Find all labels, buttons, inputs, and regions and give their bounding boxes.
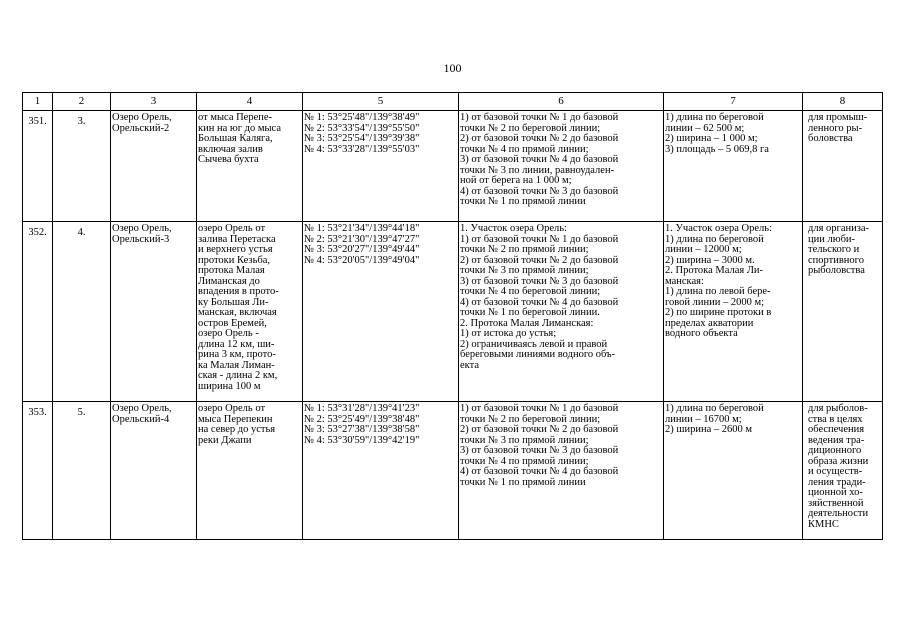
usage-purpose	[803, 222, 883, 402]
text-line: манская:	[665, 275, 704, 287]
text-line: Озеро Орель,	[112, 403, 172, 414]
text-line: 2. Протока Малая Ли-	[665, 265, 764, 276]
text-line: 1) длина по левой бере-	[665, 286, 771, 297]
area-location	[197, 111, 303, 222]
text-line: водного объекта	[665, 328, 738, 339]
boundary-description	[459, 111, 664, 222]
text-line: № 2: 53°21'30"/139°47'27"	[304, 233, 420, 245]
text-line: № 4: 53°20'05"/139°49'04"	[304, 254, 420, 266]
text-line: точки № 4 по прямой линии;	[460, 143, 589, 155]
text-line: точки № 4 по береговой линии;	[460, 286, 601, 297]
text-line: береговыми линиями водного объ-	[460, 349, 616, 360]
text-line: КМНС	[808, 518, 839, 530]
text-line: точки № 2 по прямой линии;	[460, 244, 589, 255]
column-header: 2	[53, 93, 111, 111]
text-line: рина 3 км, прото-	[198, 349, 276, 360]
text-line: точки № 2 по береговой линии;	[460, 413, 601, 425]
table-row	[23, 222, 883, 402]
text-line: 2. Протока Малая Лиманская:	[460, 317, 594, 329]
text-line: включая залив	[198, 143, 263, 155]
text-line: кин на юг до мыса	[198, 122, 282, 134]
text-line: Орельский-3	[112, 233, 170, 245]
text-line: обеспечения	[808, 424, 865, 435]
text-line: 2) ограничиваясь левой и правой	[460, 338, 608, 350]
text-line: озеро Орель от	[198, 223, 266, 234]
area-location	[197, 402, 303, 540]
text-line: ления тради-	[808, 476, 866, 488]
text-line: 1) от базовой точки № 1 до базовой	[460, 112, 619, 123]
text-line: от мыса Перепе-	[198, 112, 273, 123]
text-line: 1) длина по береговой	[665, 233, 764, 245]
row-number: 351.	[23, 111, 53, 222]
text-line: ной от берега на 1 000 м;	[460, 175, 572, 186]
base-point-coordinates	[303, 222, 459, 402]
column-header: 3	[111, 93, 197, 111]
area-location	[197, 222, 303, 402]
text-line: Орельский-4	[112, 413, 170, 425]
text-line: Орельский-2	[112, 122, 170, 134]
text-line: озеро Орель -	[198, 328, 259, 339]
area-dimensions	[664, 222, 803, 402]
text-line: № 4: 53°33'28"/139°55'03"	[304, 143, 420, 155]
text-line: 2) ширина – 1 000 м;	[665, 133, 758, 144]
text-line: 3) от базовой точки № 4 до базовой	[460, 154, 619, 165]
text-line: озеро Орель от	[198, 403, 266, 414]
table-row	[23, 111, 883, 222]
fishing-areas-table	[22, 92, 883, 540]
boundary-description	[459, 402, 664, 540]
text-line: 1) длина по береговой	[665, 112, 764, 123]
column-header: 4	[197, 93, 303, 111]
sub-number: 3.	[53, 111, 111, 222]
text-line: и осуществ-	[808, 466, 863, 477]
area-dimensions	[664, 402, 803, 540]
text-line: длина 12 км, ши-	[198, 338, 275, 350]
text-line: № 2: 53°25'49"/139°38'48"	[304, 413, 420, 425]
text-line: на север до устья	[198, 424, 276, 435]
text-line: говой линии – 2000 м;	[665, 296, 765, 308]
text-line: для промыш-	[808, 112, 868, 123]
text-line: остров Еремей,	[198, 317, 267, 329]
text-line: № 2: 53°33'54"/139°55'50"	[304, 122, 420, 134]
text-line: Большая Калягa,	[198, 133, 273, 144]
sub-number: 4.	[53, 222, 111, 402]
text-line: № 4: 53°30'59"/139°42'19"	[304, 434, 420, 446]
text-line: 1) от истока до устья;	[460, 328, 557, 339]
text-line: № 3: 53°25'54"/139°39'38"	[304, 133, 420, 144]
text-line: манская, включая	[198, 307, 277, 318]
column-header: 6	[459, 93, 664, 111]
column-header: 7	[664, 93, 803, 111]
usage-purpose	[803, 402, 883, 540]
text-line: № 3: 53°27'38"/139°38'58"	[304, 424, 420, 435]
page-number: 100	[443, 61, 462, 75]
table-row	[23, 402, 883, 540]
text-line: образа жизни	[808, 455, 869, 467]
header-row	[23, 93, 883, 111]
column-header: 8	[803, 93, 883, 111]
base-point-coordinates	[303, 111, 459, 222]
text-line: екта	[460, 359, 480, 371]
text-line: ции люби-	[808, 233, 856, 245]
text-line: реки Джапи	[198, 434, 252, 446]
text-line: 2) ширина – 2600 м	[665, 424, 752, 435]
text-line: для рыболов-	[808, 403, 868, 414]
text-line: № 1: 53°25'48"/139°38'49"	[304, 112, 420, 123]
text-line: 2) от базовой точки № 2 до базовой	[460, 254, 619, 266]
base-point-coordinates	[303, 402, 459, 540]
text-line: 2) по ширине протоки в	[665, 307, 772, 318]
text-line: 1) от базовой точки № 1 до базовой	[460, 233, 619, 245]
text-line: точки № 1 по береговой линии.	[460, 307, 600, 318]
text-line: точки № 3 по линии, равноудален-	[460, 164, 615, 176]
text-line: 2) ширина – 3000 м.	[665, 254, 755, 266]
text-line: линии – 12000 м;	[665, 244, 742, 255]
text-line: № 1: 53°21'34"/139°44'18"	[304, 223, 420, 234]
text-line: и верхнего устья	[198, 244, 273, 255]
text-line: линии – 62 500 м;	[665, 122, 745, 134]
text-line: 1) от базовой точки № 1 до базовой	[460, 403, 619, 414]
text-line: пределах акватории	[665, 317, 754, 329]
text-line: впадения в прото-	[198, 286, 279, 297]
text-line: Лиманская до	[198, 275, 260, 287]
text-line: ская - длина 2 км,	[198, 370, 278, 381]
text-line: 3) от базовой точки № 3 до базовой	[460, 445, 619, 456]
text-line: спортивного	[808, 254, 864, 266]
water-body-name	[111, 222, 197, 402]
text-line: ширина 100 м	[198, 380, 261, 392]
text-line: 2) от базовой точки № 2 до базовой	[460, 133, 619, 144]
row-number: 353.	[23, 402, 53, 540]
column-header: 5	[303, 93, 459, 111]
text-line: боловства	[808, 133, 853, 144]
text-line: тельского и	[808, 244, 860, 255]
text-line: протоки Кезьба,	[198, 254, 270, 266]
text-line: точки № 1 по прямой линии	[460, 476, 586, 488]
text-line: ства в целях	[808, 413, 863, 425]
text-line: для организа-	[808, 223, 870, 234]
text-line: № 3: 53°20'27"/139°49'44"	[304, 244, 420, 255]
text-line: 1) длина по береговой	[665, 403, 764, 414]
text-line: точки № 3 по прямой линии;	[460, 265, 589, 276]
text-line: Озеро Орель,	[112, 223, 172, 234]
text-line: Сычева бухта	[198, 154, 259, 165]
text-line: Озеро Орель,	[112, 112, 172, 123]
text-line: ка Малая Лиман-	[198, 359, 275, 371]
text-line: диционного	[808, 445, 862, 456]
text-line: ку Большая Ли-	[198, 296, 269, 308]
text-line: мыса Перепекин	[198, 413, 273, 425]
text-line: 1. Участок озера Орель:	[665, 223, 772, 234]
text-line: 3) от базовой точки № 3 до базовой	[460, 275, 619, 287]
text-line: ведения тра-	[808, 434, 865, 446]
row-number: 352.	[23, 222, 53, 402]
usage-purpose	[803, 111, 883, 222]
text-line: линии – 16700 м;	[665, 413, 742, 425]
text-line: рыболовства	[808, 265, 865, 276]
text-line: точки № 3 по прямой линии;	[460, 434, 589, 446]
text-line: 4) от базовой точки № 4 до базовой	[460, 296, 619, 308]
text-line: ционной хо-	[808, 487, 863, 498]
text-line: № 1: 53°31'28"/139°41'23"	[304, 403, 420, 414]
text-line: ленного ры-	[808, 122, 863, 134]
text-line: точки № 2 по береговой линии;	[460, 122, 601, 134]
area-dimensions	[664, 111, 803, 222]
sub-number: 5.	[53, 402, 111, 540]
text-line: точки № 4 по прямой линии;	[460, 455, 589, 467]
text-line: 1. Участок озера Орель:	[460, 223, 567, 234]
text-line: 4) от базовой точки № 4 до базовой	[460, 466, 619, 477]
text-line: точки № 1 по прямой линии	[460, 196, 586, 207]
text-line: 3) площадь – 5 069,8 га	[665, 143, 769, 155]
water-body-name	[111, 402, 197, 540]
text-line: 2) от базовой точки № 2 до базовой	[460, 424, 619, 435]
column-header: 1	[23, 93, 53, 111]
water-body-name	[111, 111, 197, 222]
text-line: деятельности	[808, 508, 869, 519]
text-line: 4) от базовой точки № 3 до базовой	[460, 185, 619, 197]
boundary-description	[459, 222, 664, 402]
text-line: зяйственной	[808, 497, 864, 509]
text-line: протока Малая	[198, 265, 265, 276]
text-line: залива Перетаска	[198, 233, 276, 245]
